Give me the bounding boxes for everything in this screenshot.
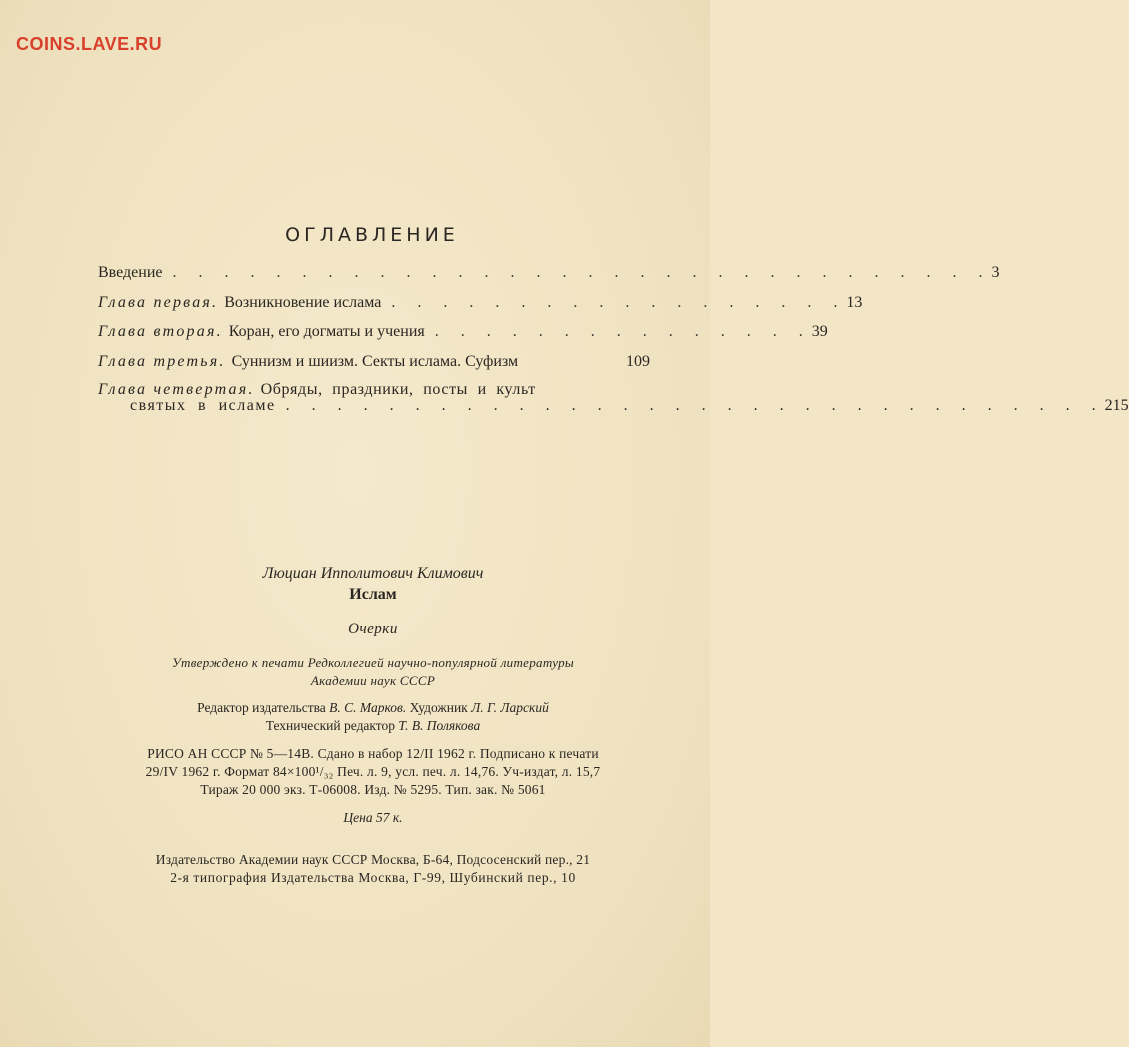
leader-dots: . . . . . . . . . . . . . . . . . .	[391, 294, 847, 311]
tech-editor-name: Т. В. Полякова	[398, 718, 481, 733]
price: Цена 57 к.	[343, 810, 403, 825]
leader-dots: . . . . . . . . . . . . . . .	[434, 323, 812, 340]
toc-entry-page: 3	[991, 264, 1000, 281]
toc-entry-label: Глава четвертая.	[98, 381, 255, 398]
toc-entry-title: Суннизм и шиизм. Секты ислама. Суфизм	[231, 353, 519, 370]
leader-dots: . . . . . . . . . . . . . . . . . . . . . . . . . . . . . . . .	[285, 397, 1105, 414]
printer-line: 2-я типография Издательства Москва, Г-99, Шубинский пер., 10	[170, 870, 576, 885]
toc-entry-title: Введение	[98, 264, 163, 281]
toc-entry-title: Возникновение ислама	[224, 294, 382, 311]
toc-entry-continuation	[130, 397, 1129, 415]
toc-entry-label: Глава вторая.	[98, 323, 223, 340]
toc-entry	[98, 264, 1000, 282]
toc-entry-title: Обряды, праздники, посты и культ	[260, 381, 536, 398]
toc-entry-label: Глава первая.	[98, 294, 219, 311]
artist-name: Л. Г. Ларский	[471, 700, 549, 715]
editor-line	[0, 700, 746, 716]
toc-entry	[98, 294, 863, 312]
approval-line: Академии наук СССР	[310, 673, 436, 688]
toc-entry	[98, 323, 828, 341]
toc-entry-title: святых в исламе	[130, 397, 276, 414]
print-info-line: РИСО АН СССР № 5—14В. Сдано в набор 12/II 1962 г. Подписано к печати	[147, 746, 599, 761]
publisher-line: Издательство Академии наук СССР Москва, Б-64, Подсосенский пер., 21	[155, 852, 591, 867]
leader-dots: . . . . . . . . . . . . . . . . . . . . . . . . . . . . . . . .	[172, 264, 992, 281]
toc-entry	[98, 353, 650, 371]
artist-label: Художник	[409, 700, 468, 715]
approval-line: Утверждено к печати Редколлегией научно-популярной литературы	[171, 655, 575, 670]
tech-editor-line	[0, 718, 746, 734]
editor-name: В. С. Марков.	[329, 700, 407, 715]
author-name: Люциан Ипполитович Климович	[262, 565, 484, 582]
book-title: Ислам	[349, 586, 397, 603]
toc-entry-title: Коран, его догматы и учения	[228, 323, 425, 340]
toc-title: ОГЛАВЛЕНИЕ	[285, 224, 459, 246]
toc-entry-label: Глава третья.	[98, 353, 226, 370]
editor-label: Редактор издательства	[197, 700, 326, 715]
print-info-line: 29/IV 1962 г. Формат 84×100¹/₃₂ Печ. л. 9, усл. печ. л. 14,76. Уч-издат, л. 15,7	[145, 764, 601, 779]
book-subtitle: Очерки	[348, 621, 398, 637]
tech-editor-label: Технический редактор	[265, 718, 396, 733]
toc-entry-page: 109	[626, 353, 650, 370]
toc-entry-page: 215	[1104, 397, 1129, 414]
print-info-line: Тираж 20 000 экз. Т-06008. Изд. № 5295. Тип. зак. № 5061	[200, 782, 546, 797]
watermark: COINS.LAVE.RU	[16, 34, 163, 54]
toc-entry-page: 13	[846, 294, 863, 311]
toc-entry-page: 39	[811, 323, 828, 340]
